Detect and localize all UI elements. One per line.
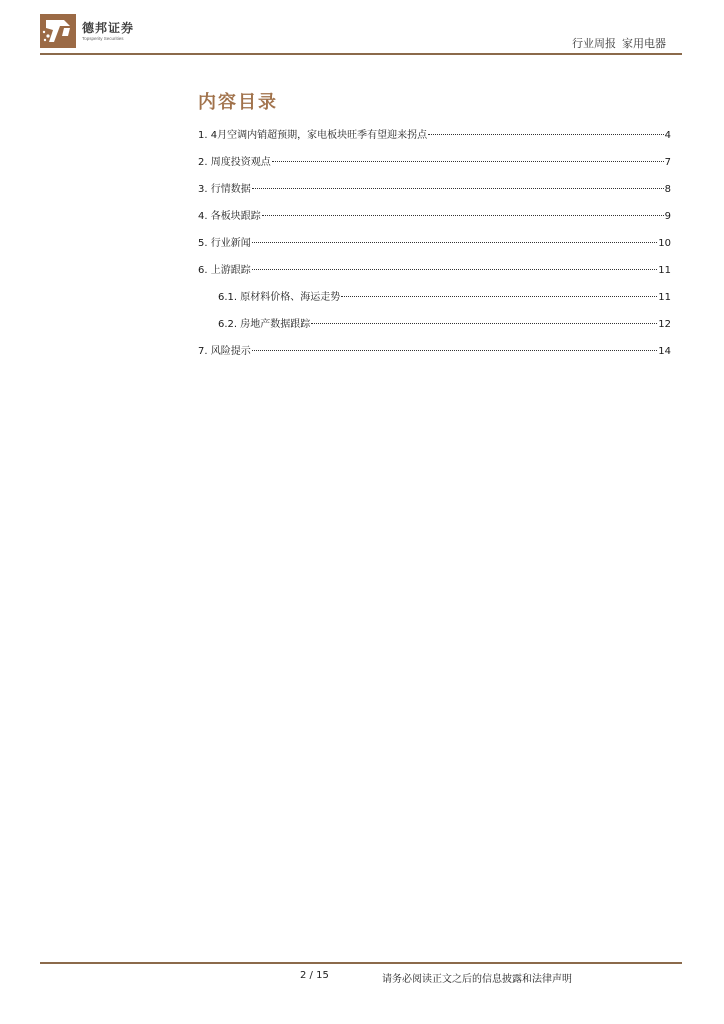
toc-entry-label: 1. 4月空调内销超预期，家电板块旺季有望迎来拐点 (198, 130, 428, 141)
company-logo (40, 14, 150, 50)
toc-entry-label: 6.2. 房地产数据跟踪 (218, 319, 311, 330)
toc-entry-page: 11 (658, 265, 671, 276)
toc-leader-dots (252, 269, 658, 270)
toc-entry[interactable] (198, 234, 671, 250)
report-type: 行业周报 (572, 37, 616, 50)
toc-subentry[interactable] (218, 315, 671, 331)
toc-entry-page: 7 (664, 157, 671, 168)
toc-leader-dots (252, 242, 658, 243)
toc-title: 内容目录 (198, 92, 278, 113)
toc-entry-page: 12 (658, 319, 671, 330)
toc-entry-label: 2. 周度投资观点 (198, 157, 271, 168)
toc-entry-page: 8 (664, 184, 671, 195)
toc-leader-dots (272, 161, 664, 162)
toc-entry[interactable] (198, 261, 671, 277)
toc-entry-page: 10 (658, 238, 671, 249)
page-number: 2 / 15 (300, 970, 329, 981)
toc-leader-dots (252, 188, 664, 189)
toc-entry[interactable] (198, 126, 671, 142)
header-divider (40, 53, 682, 55)
industry-name: 家用电器 (622, 37, 666, 50)
logo-name-en: Topsperity Securities (82, 36, 124, 41)
toc-leader-dots (311, 323, 657, 324)
toc-entry-label: 6. 上游跟踪 (198, 265, 251, 276)
toc-leader-dots (262, 215, 664, 216)
logo-mark-icon (40, 14, 76, 48)
toc-entry-page: 4 (664, 130, 671, 141)
toc-entry-label: 6.1. 原材料价格、海运走势 (218, 292, 341, 303)
toc-entry[interactable] (198, 180, 671, 196)
toc-entry-page: 11 (658, 292, 671, 303)
toc-entry-label: 3. 行情数据 (198, 184, 251, 195)
toc-entry[interactable] (198, 153, 671, 169)
toc-entry[interactable] (198, 342, 671, 358)
disclosure-note: 请务必阅读正文之后的信息披露和法律声明 (382, 974, 572, 985)
toc-entry-label: 5. 行业新闻 (198, 238, 251, 249)
toc-entry-label: 7. 风险提示 (198, 346, 251, 357)
logo-name-cn: 德邦证券 (82, 21, 135, 35)
toc-entry-page: 14 (658, 346, 671, 357)
page-header (0, 0, 724, 60)
footer-divider (40, 962, 682, 964)
toc-entry[interactable] (198, 207, 671, 223)
toc-leader-dots (428, 134, 664, 135)
toc-leader-dots (341, 296, 657, 297)
toc-leader-dots (252, 350, 658, 351)
toc-entry-label: 4. 各板块跟踪 (198, 211, 261, 222)
report-category (572, 35, 666, 51)
toc-subentry[interactable] (218, 288, 671, 304)
toc-entry-page: 9 (664, 211, 671, 222)
